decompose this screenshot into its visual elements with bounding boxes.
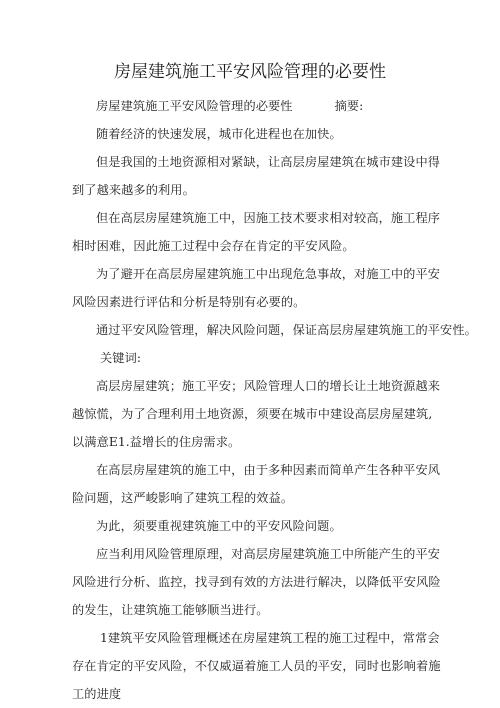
paragraph-8: 为此，须要重视建筑施工中的平安风险问题。 <box>96 519 342 533</box>
paragraph-5: 通过平安风险管理，解决风险问题，保证高层房屋建筑施工的平安性。 <box>96 323 477 337</box>
paragraph-1: 随着经济的快速发展，城市化进程也在加快。 <box>96 127 342 141</box>
paragraph-4: 为了避开在高层房屋建筑施工中出现危急事故，对施工中的平安风险因素进行评估和分析是特别有必要的。 <box>72 267 441 309</box>
document-body <box>72 92 477 708</box>
paragraph-2: 但是我国的土地资源相对紧缺，让高层房屋建筑在城市建设中得到了越来越多的利用。 <box>72 155 441 197</box>
header-title-text: 房屋建筑施工平安风险管理的必要性 <box>96 99 293 113</box>
paragraph-6: 高层房屋建筑；施工平安；风险管理人口的增长让土地资源越来越惊慌，为了合理利用土地资源，须要在城市中建设高层房屋建筑,以满意E1.益增长的住房需求。 <box>72 379 441 449</box>
document-title: 房屋建筑施工平安风险管理的必要性 <box>114 62 386 82</box>
paragraph-10: 1建筑平安风险管理概述在房屋建筑工程的施工过程中，常常会存在肯定的平安风险，不仅威逼着施工人员的平安，同时也影响着施工的进度 <box>72 631 441 701</box>
header-line <box>72 92 444 120</box>
paragraph-9: 应当利用风险管理原理，对高层房屋建筑施工中所能产生的平安风险进行分析、监控，找寻到有效的方法进行解决，以降低平安风险的发生，让建筑施工能够顺当进行。 <box>72 547 441 617</box>
keywords-label: 关键词: <box>100 351 142 365</box>
paragraph-3: 但在高层房屋建筑施工中，因施工技术要求相对较高，施工程序相时困难，因此施工过程中会存在肯定的平安风险。 <box>72 211 441 253</box>
abstract-label: 摘要: <box>334 99 364 113</box>
paragraph-7: 在高层房屋建筑的施工中，由于多种因素而简单产生各种平安风险问题，这严峻影响了建筑工程的效益。 <box>72 463 441 505</box>
